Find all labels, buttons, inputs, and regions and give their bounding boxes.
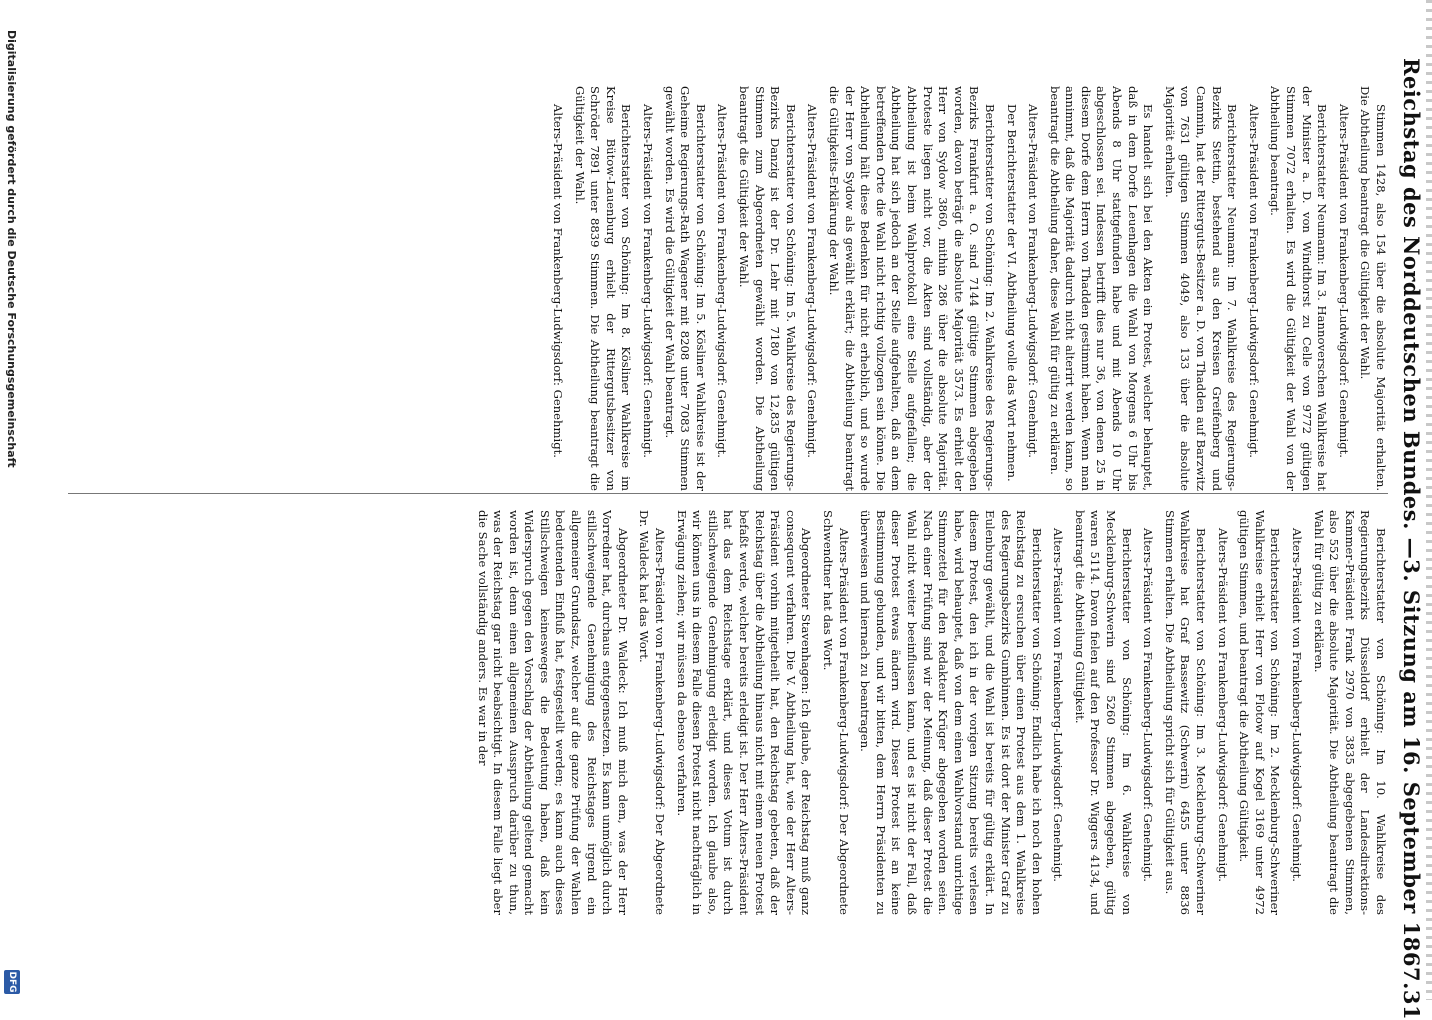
paragraph: Alters-Präsident von Frankenberg-Ludwigsdorf: Genehmigt. [715, 104, 730, 458]
paragraph: Berichterstatter von Schöning: Im 3. Mecklenburg-Schweriner Wahlkreise hat Graf Bassewitz (Schwerin) 6455 unter 8836 Stimmen erhalten. Die Abtheilung spricht sich für Gültigkeit aus. [1162, 510, 1209, 915]
paragraph: Stimmen 1428, also 154 über die absolute Majorität erhalten. Die Abtheilung beantragt die Gültigkeit der Wahl. [1358, 86, 1388, 491]
left-column [68, 86, 1388, 491]
paragraph: Berichterstatter von Schöning: Im 5. Wahlkreise des Regierungs-Bezirks Danzig ist der Dr. Lehr mit 7180 von 12,835 gültigen Stimmen zum Abgeordneten gewählt worden. Die Abtheilung beantragt die Gültigkeit der Wahl. [737, 86, 798, 491]
paragraph: Berichterstatter von Schöning: Im 10. Wahlkreise des Regierungsbezirks Düsseldorf erhielt der Landesdirektions-Kammer-Präsident Frank 2970 von 3835 abgegebenen Stimmen, also 552 über die absolute Majorität. Die Abtheilung beantragt die Wahl für gültig zu erklären. [1311, 510, 1388, 915]
paragraph: Alters-Präsident von Frankenberg-Ludwigsdorf: Genehmigt. [1051, 528, 1066, 882]
paragraph: Der Berichterstatter der VI. Abtheilung wolle das Wort nehmen. [1004, 104, 1019, 482]
paragraph: Berichterstatter Neumann: Im 7. Wahlkreise des Regierungs-Bezirks Stettin, bestehend aus den Kreisen Greifenberg und Cammin, hat der Ritterguts-Besitzer a. D. von Thadden auf Barzwitz von 7631 gültigen Stimmen 4049, also 133 über die absolute Majorität erhalten. [1162, 86, 1240, 491]
paragraph: Alters-Präsident von Frankenberg-Ludwigsdorf: Genehmigt. [1246, 104, 1261, 458]
paragraph: Alters-Präsident von Frankenberg-Ludwigsdorf: Genehmigt. [1141, 528, 1156, 882]
paragraph: Berichterstatter von Schöning: Im 2. Mecklenburg-Schweriner Wahlkreise erhielt Herr von Flotow auf Kogel 3169 unter 4972 gültigen Stimmen, und beantragt die Abtheilung Gültigkeit. [1237, 510, 1283, 915]
header-left: Reichstag des Norddeutschen Bundes. — [1399, 58, 1425, 560]
paragraph: Alters-Präsident von Frankenberg-Ludwigsdorf: Genehmigt. [1026, 104, 1041, 458]
paragraph: Alters-Präsident von Frankenberg-Ludwigsdorf: Der Abgeordnete Dr. Waldeck hat das Wort. [637, 510, 668, 915]
paragraph: Berichterstatter von Schöning: Endlich habe ich noch den hohen Reichstag zu ersuchen über einen Protest aus dem 1. Wahlkreise des Regierungsbezirks Gumbinnen. Es ist dort der Minister Graf zu Eulenburg gewählt, und die Wahl ist bereits für gültig erklärt. In diesem Protest, den ich in der vorigen Sitzung bereits verlesen habe, wird behauptet, daß von dem einen Wahlvorstand unrichtige Stimmzettel für den Redakteur Krüger abgegeben worden seien. Nach einer Prüfung sind wir der Meinung, daß dieser Protest die Wahl nicht weiter beeinflussen kann, und es ist nicht der Fall, daß dieser Protest etwas ändern wird. Dieser Protest ist an keine Bestimmung gebunden, und wir bitten, dem Herrn Präsidenten zu überweisen und hiernach zu beantragen. [858, 510, 1044, 915]
page-number: 31 [1399, 989, 1425, 1020]
dfg-logo: DFG [4, 970, 20, 994]
header-right: 3. Sitzung am 16. September 1867. [1399, 559, 1425, 990]
paragraph: Alters-Präsident von Frankenberg-Ludwigsdorf: Der Abgeordnete Schwendtner hat das Wort. [821, 510, 851, 915]
paragraph: Berichterstatter von Schöning: Im 6. Wahlkreise von Mecklenburg-Schwerin sind 5260 Stimmen abgegeben, gültig waren 5114. Davon fielen auf den Professor Dr. Wiggers 4134, und beantragt die Abtheilung Gültigkeit. [1072, 510, 1134, 915]
paragraph: Alters-Präsident von Frankenberg-Ludwigsdorf: Genehmigt. [641, 104, 656, 458]
paragraph: Berichterstatter von Schöning: Im 5. Kösliner Wahlkreise ist der Geheime Regierungs-Rath Wagener mit 8208 unter 7083 Stimmen gewählt worden. Es wird die Gültigkeit der Wahl beantragt. [662, 86, 708, 491]
paragraph: Berichterstatter Neumann: Im 3. Hannoverschen Wahlkreise hat der Minister a. D. von Windthorst zu Celle von 9772 gültigen Stimmen 7072 erhalten. Es wird die Gültigkeit der Wahl von der Abtheilung beantragt. [1268, 86, 1330, 491]
paragraph: Berichterstatter von Schöning: Im 2. Wahlkreise des Regierungs-Bezirks Frankfurt a. O. sind 7144 gültige Stimmen abgegeben worden, davon beträgt die absolute Majorität 3573. Es erhielt der Herr von Sydow 3860, mithin 286 über die absolute Majorität. Proteste liegen nicht vor, die Akten sind vollständig, aber der Abtheilung ist beim Wahlprotokoll eine Stelle aufgefallen; die Abtheilung hat sich jedoch an der Stelle aufgehalten, daß an dem betreffenden Orte die Wahl nicht richtig vollzogen sein könne. Die Abtheilung hält diese Bedenken für nicht erheblich, und so wurde der Herr von Sydow als gewählt erklärt; die Abtheilung beantragt die Gültigkeits-Erklärung der Wahl. [827, 86, 997, 491]
footer [0, 0, 24, 1000]
page-header [1392, 58, 1432, 1020]
paragraph: Es handelt sich bei den Akten ein Protest, welcher behauptet, daß in dem Dorfe Leuenhagen die Wahl von Morgens 6 Uhr bis Abends 8 Uhr stattgefunden habe und mit Abends 10 Uhr abgeschlossen sei. Indessen betrifft dies nur 36, von denen 25 in diesem Dorfe dem Herrn von Thadden gestimmt haben. Wenn man annimmt, daß die Majorität dadurch nicht alterirt werden kann, so beantragt die Abtheilung daher, diese Wahl für gültig zu erklären. [1047, 86, 1156, 491]
paragraph: Alters-Präsident von Frankenberg-Ludwigsdorf: Genehmigt. [1215, 528, 1230, 882]
paragraph: Alters-Präsident von Frankenberg-Ludwigsdorf: Genehmigt. [551, 104, 566, 458]
paragraph: Abgeordneter Stavenhagen: Ich glaube, der Reichstag muß ganz consequent verfahren. Die V. Abtheilung hat, wie der Herr Alters-Präsident vorhin mitgetheilt hat, den Reichstag gebeten, daß der Reichstag über die Abtheilung hinaus nicht mit einem neuen Protest befaßt werde, welcher bereits erledigt ist. Der Herr Alters-Präsident hat das dem Reichstage erklärt, und dieses Votum ist durch stillschweigende Genehmigung erledigt worden. Ich glaube also, wir können uns in diesem Falle diesen Protest nicht nachträglich in Erwägung ziehen; wir müssen da ebenso verfahren. [674, 510, 814, 915]
footer-text: Digitalisierung gefördert durch die Deutsche Forschungsgemeinschaft [5, 30, 19, 468]
paragraph: Alters-Präsident von Frankenberg-Ludwigsdorf: Genehmigt. [1290, 528, 1305, 882]
right-column [68, 510, 1388, 915]
paragraph: Abgeordneter Dr. Waldeck: Ich muß mich dem, was der Herr Vorredner hat, durchaus entgegensetzen. Es kann unmöglich durch stillschweigende Genehmigung des Reichstages irgend ein allgemeiner Grundsatz, welcher auf die ganze Prüfung der Wahlen bedeutenden Einfluß hat, festgestellt werden; es kann auch dieses Stillschweigen keinesweges die Bedeutung haben, daß kein Widerspruch gegen den Vorschlag der Abtheilung geltend gemacht worden ist, denn einen allgemeinen Ausspruch darüber zu thun, was der Reichstag gar nicht beabsichtigt. In diesem Falle liegt aber die Sache vollständig anders. Es war in der [475, 510, 630, 915]
paragraph: Alters-Präsident von Frankenberg-Ludwigsdorf: Genehmigt. [1336, 104, 1351, 458]
paragraph: Alters-Präsident von Frankenberg-Ludwigsdorf: Genehmigt. [805, 104, 820, 458]
column-divider [68, 493, 1388, 494]
paragraph: Berichterstatter von Schöning: Im 8. Kösliner Wahlkreise im Kreise Bütow-Lauenburg erhielt der Rittergutsbesitzer von Schröder 7891 unter 8839 Stimmen. Die Abtheilung beantragt die Gültigkeit der Wahl. [572, 86, 634, 491]
